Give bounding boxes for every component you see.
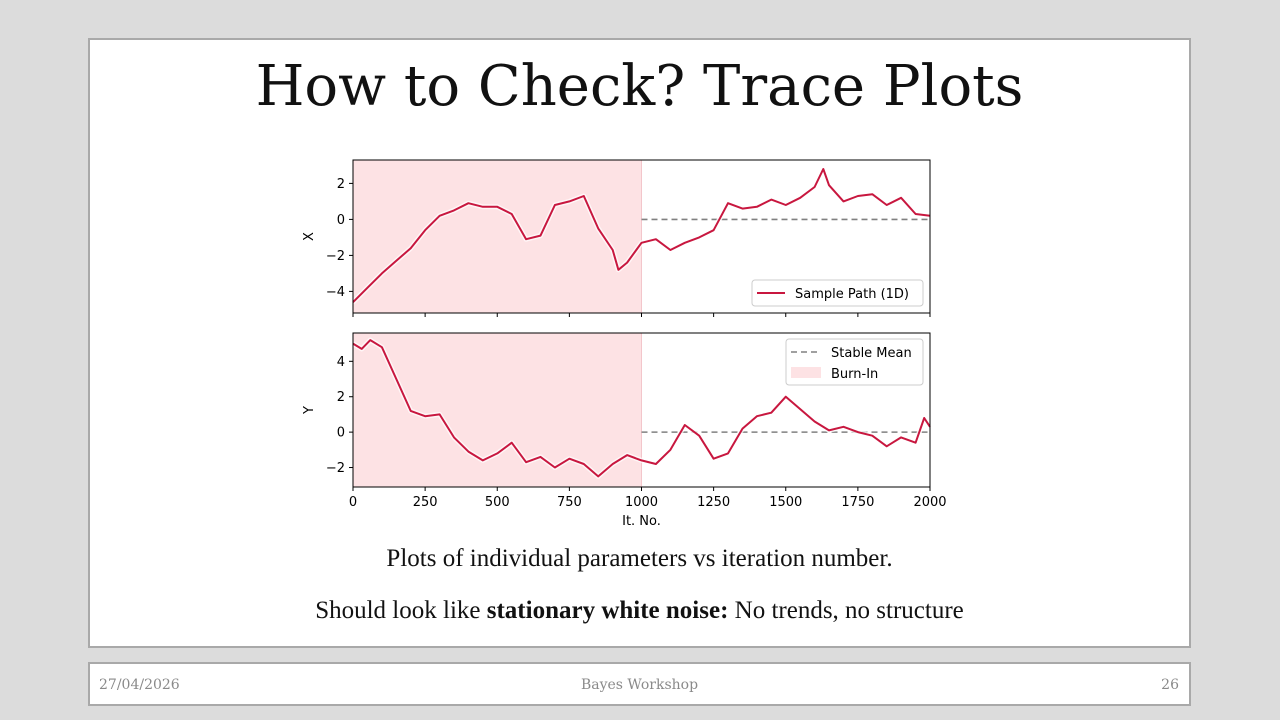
caption-line-2-prefix: Should look like xyxy=(315,597,487,624)
panel-y xyxy=(302,333,947,529)
y-axis-label: X xyxy=(302,232,317,241)
caption-line-2 xyxy=(90,597,1189,625)
burnin-region xyxy=(353,333,642,487)
panel-x xyxy=(302,160,930,317)
y-axis-label: Y xyxy=(302,406,317,414)
y-tick-label: 2 xyxy=(336,176,345,192)
y-tick-label: 0 xyxy=(336,425,345,441)
caption-line-2-suffix: No trends, no structure xyxy=(728,597,964,624)
caption-line-1: Plots of individual parameters vs iteration number. xyxy=(386,545,893,572)
slide xyxy=(88,38,1191,648)
y-tick-label: −2 xyxy=(325,248,345,264)
caption-line-2-bold: stationary white noise: xyxy=(486,597,729,624)
legend-label-burnin: Burn-In xyxy=(831,367,879,382)
burnin-region xyxy=(353,160,642,313)
x-tick-label: 750 xyxy=(556,495,582,510)
slide-title: How to Check? Trace Plots xyxy=(255,54,1024,119)
x-tick-label: 1000 xyxy=(624,495,659,510)
legend-bottom xyxy=(786,339,923,385)
x-tick-label: 1500 xyxy=(769,495,803,510)
x-tick-label: 2000 xyxy=(913,495,947,510)
x-tick-label: 500 xyxy=(484,495,510,510)
x-tick-label: 250 xyxy=(412,495,438,510)
footer-date: 27/04/2026 xyxy=(99,677,180,693)
x-axis-label: It. No. xyxy=(622,514,661,529)
y-tick-label: −4 xyxy=(325,284,345,300)
legend-top xyxy=(752,280,923,306)
footer-title: Bayes Workshop xyxy=(580,677,699,693)
footer-page-number: 26 xyxy=(1161,677,1179,693)
y-tick-label: 0 xyxy=(336,212,345,228)
x-tick-label: 1250 xyxy=(697,495,731,510)
y-tick-label: 4 xyxy=(336,354,345,370)
legend-label-mean: Stable Mean xyxy=(831,346,912,361)
footer-bar xyxy=(88,662,1191,706)
x-tick-label: 0 xyxy=(348,495,358,510)
x-tick-label: 1750 xyxy=(841,495,875,510)
y-tick-label: 2 xyxy=(336,390,345,406)
legend-swatch-burnin xyxy=(791,367,821,378)
y-tick-label: −2 xyxy=(325,461,345,477)
legend-label-trace: Sample Path (1D) xyxy=(795,287,909,302)
